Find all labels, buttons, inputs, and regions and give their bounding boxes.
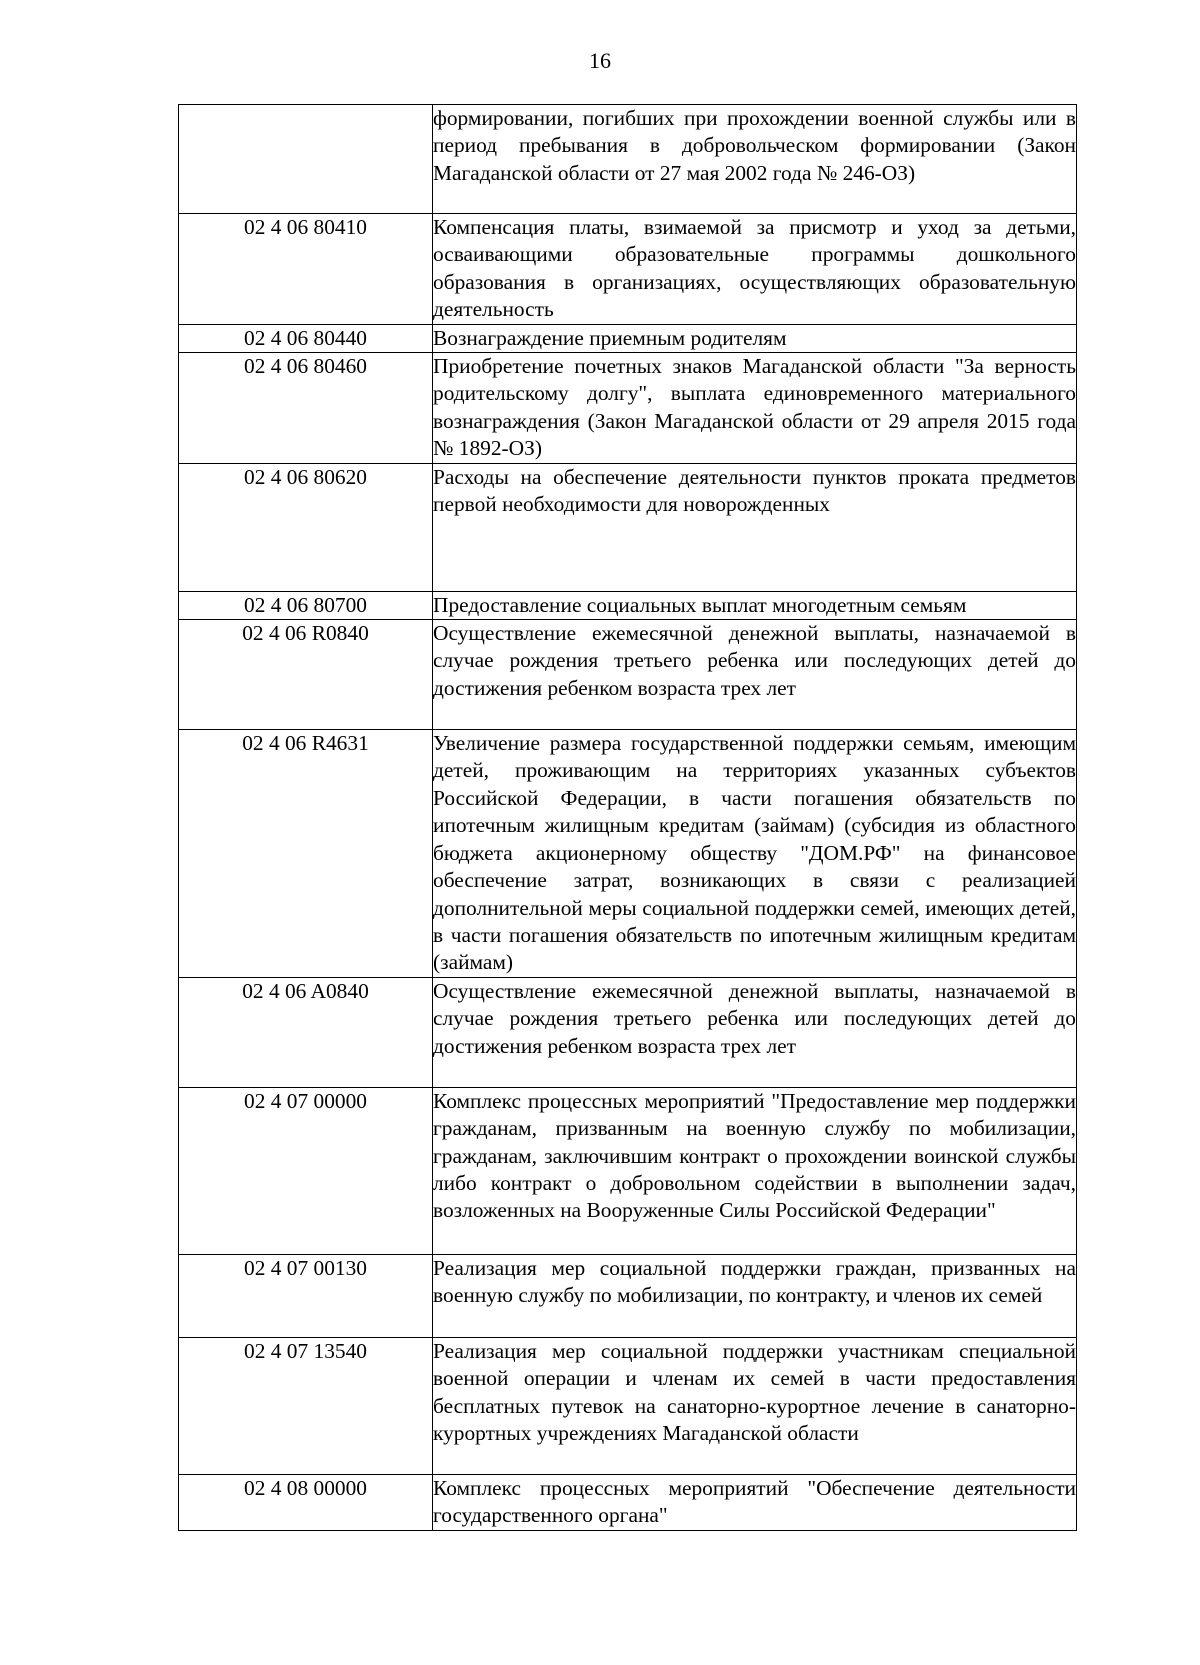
code-cell: 02 4 06 80440 <box>179 324 433 352</box>
code-cell: 02 4 08 00000 <box>179 1474 433 1530</box>
table-row <box>179 353 1077 464</box>
table-row <box>179 620 1077 730</box>
table-row <box>179 324 1077 352</box>
description-cell: Расходы на обеспечение деятельности пунктов проката предметов первой необходимости для новорожденных <box>433 463 1077 591</box>
code-cell: 02 4 06 R4631 <box>179 730 433 978</box>
description-cell: Осуществление ежемесячной денежной выплаты, назначаемой в случае рождения третьего ребенка или последующих детей до достижения ребенком возраста трех лет <box>433 977 1077 1087</box>
code-cell: 02 4 07 00130 <box>179 1254 433 1337</box>
description-cell: Комплекс процессных мероприятий "Предоставление мер поддержки гражданам, призванным на военную службу по мобилизации, гражданам, заключившим контракт о прохождении воинской службы либо контракт о добровольном содействии в выполнении задач, возложенных на Вооруженные Силы Российской Федерации" <box>433 1087 1077 1254</box>
description-cell: Вознаграждение приемным родителям <box>433 324 1077 352</box>
table-row <box>179 463 1077 591</box>
description-cell: Осуществление ежемесячной денежной выплаты, назначаемой в случае рождения третьего ребенка или последующих детей до достижения ребенком возраста трех лет <box>433 620 1077 730</box>
budget-classification-table <box>178 104 1077 1531</box>
description-cell: Предоставление социальных выплат многодетным семьям <box>433 591 1077 619</box>
table-row <box>179 105 1077 214</box>
description-cell: Реализация мер социальной поддержки участникам специальной военной операции и членам их семей в части предоставления бесплатных путевок на санаторно-курортное лечение в санаторно-курортных учреждениях Магаданской области <box>433 1337 1077 1474</box>
table-row <box>179 214 1077 325</box>
description-cell: Увеличение размера государственной поддержки семьям, имеющим детей, проживающим на территориях указанных субъектов Российской Федерации, в части погашения обязательств по ипотечным жилищным кредитам (займам) (субсидия из областного бюджета акционерному обществу "ДОМ.РФ" на финансовое обеспечение затрат, возникающих в связи с реализацией дополнительной меры социальной поддержки семей, имеющих детей, в части погашения обязательств по ипотечным жилищным кредитам (займам) <box>433 730 1077 978</box>
table-row <box>179 1337 1077 1474</box>
description-cell: Компенсация платы, взимаемой за присмотр и уход за детьми, осваивающими образовательные программы дошкольного образования в организациях, осуществляющих образовательную деятельность <box>433 214 1077 325</box>
description-cell: Приобретение почетных знаков Магаданской области "За верность родительскому долгу", выплата единовременного материального вознаграждения (Закон Магаданской области от 29 апреля 2015 года № 1892-ОЗ) <box>433 353 1077 464</box>
code-cell: 02 4 06 80620 <box>179 463 433 591</box>
description-cell: Реализация мер социальной поддержки граждан, призванных на военную службу по мобилизации, по контракту, и членов их семей <box>433 1254 1077 1337</box>
code-cell: 02 4 07 13540 <box>179 1337 433 1474</box>
code-cell: 02 4 07 00000 <box>179 1087 433 1254</box>
code-cell: 02 4 06 80700 <box>179 591 433 619</box>
table-row <box>179 1474 1077 1530</box>
code-cell: 02 4 06 80460 <box>179 353 433 464</box>
table-row <box>179 730 1077 978</box>
table-row <box>179 591 1077 619</box>
page-number: 16 <box>589 48 611 73</box>
description-cell: Комплекс процессных мероприятий "Обеспечение деятельности государственного органа" <box>433 1474 1077 1530</box>
description-cell: формировании, погибших при прохождении военной службы или в период пребывания в добровольческом формировании (Закон Магаданской области от 27 мая 2002 года № 246-ОЗ) <box>433 105 1077 214</box>
table-row <box>179 977 1077 1087</box>
code-cell <box>179 105 433 214</box>
table-row <box>179 1087 1077 1254</box>
table-row <box>179 1254 1077 1337</box>
code-cell: 02 4 06 80410 <box>179 214 433 325</box>
code-cell: 02 4 06 R0840 <box>179 620 433 730</box>
code-cell: 02 4 06 A0840 <box>179 977 433 1087</box>
